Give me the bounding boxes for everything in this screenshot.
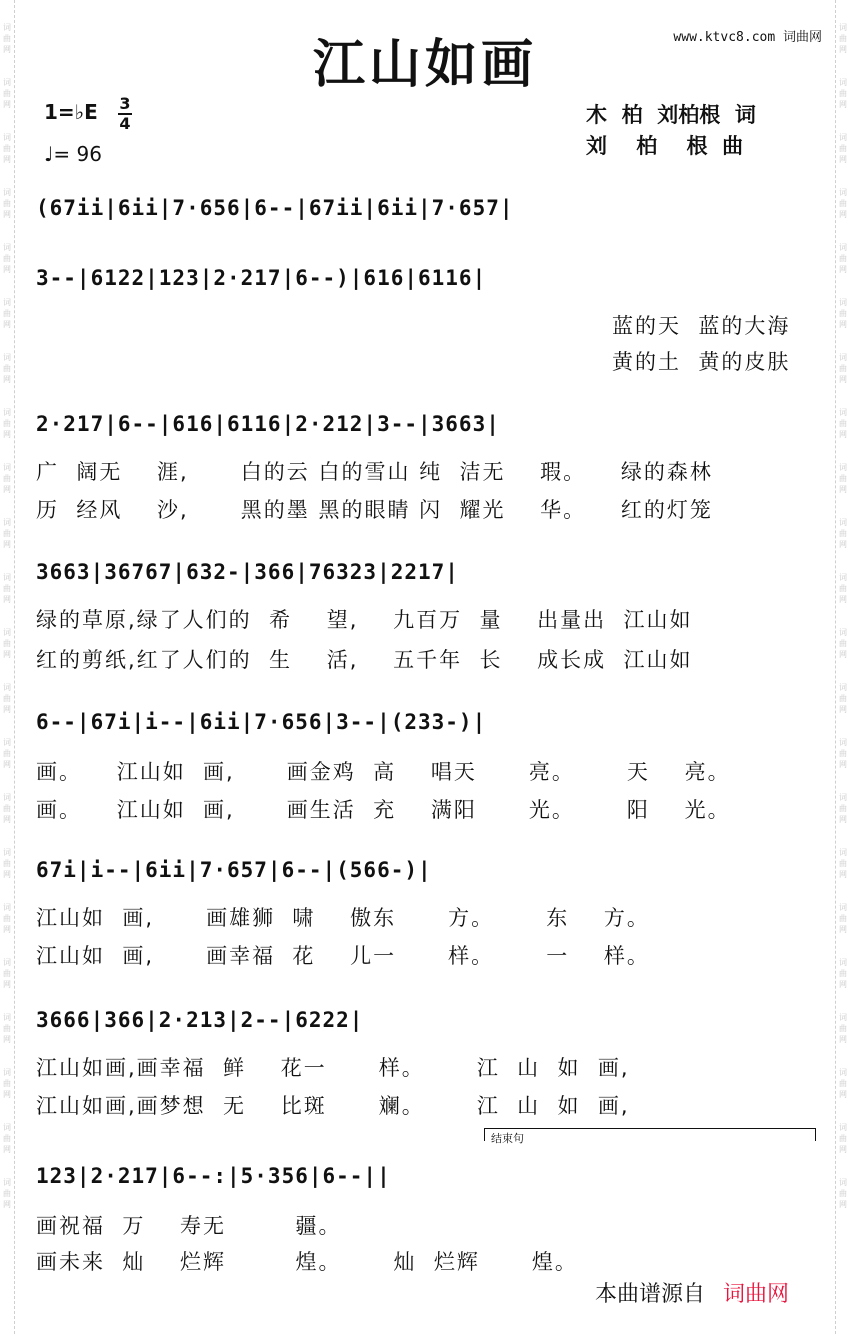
watermark-text: 词 曲 网 [839, 78, 847, 109]
watermark-text: 词 曲 网 [839, 243, 847, 274]
watermark-text: 词 曲 网 [839, 188, 847, 219]
watermark-text: 词 曲 网 [839, 573, 847, 604]
watermark-text: 词 曲 网 [3, 298, 11, 329]
watermark-text: 词 曲 网 [839, 298, 847, 329]
site-label: www.ktvc8.com 词曲网 [673, 30, 822, 45]
time-signature [118, 96, 132, 132]
notation-row-2: 3--|6122|123|2·217|6--)|616|6116| [36, 266, 487, 290]
watermark-text: 词 曲 网 [3, 1178, 11, 1209]
lyric-row-6-verse-1: 江山如 画, 画雄狮 啸 傲东 方。 东 方。 [36, 906, 650, 930]
lyric-row-7-verse-2: 江山如画,画梦想 无 比斑 斓。 江 山 如 画, [36, 1094, 630, 1118]
watermark-text: 词 曲 网 [3, 1068, 11, 1099]
lyric-row-3-verse-2: 历 经风 沙, 黑的墨 黑的眼睛 闪 耀光 华。 红的灯笼 [36, 498, 713, 522]
watermark-text: 词 曲 网 [839, 23, 847, 54]
watermark-text: 词 曲 网 [3, 1013, 11, 1044]
watermark-text: 词 曲 网 [839, 1178, 847, 1209]
watermark-text: 词 曲 网 [3, 408, 11, 439]
watermark-text: 词 曲 网 [839, 958, 847, 989]
ending-label: 结束句 [491, 1132, 524, 1145]
notation-row-4: 3663|36767|632-|366|76323|2217| [36, 560, 459, 584]
watermark-text: 词 曲 网 [839, 1068, 847, 1099]
notation-row-6: 67i|i--|6ii|7·657|6--|(566-)| [36, 858, 432, 882]
source-text: 本曲谱源自 [595, 1282, 706, 1307]
watermark-text: 词 曲 网 [839, 1123, 847, 1154]
watermark-text: 词 曲 网 [839, 133, 847, 164]
watermark-text: 词 曲 网 [839, 353, 847, 384]
lyric-row-8-verse-2: 画未来 灿 烂辉 煌。 灿 烂辉 煌。 [36, 1250, 578, 1274]
watermark-text: 词 曲 网 [3, 243, 11, 274]
lyric-row-2-verse-2: 黄的土 黄的皮肤 [612, 350, 791, 374]
watermark-text: 词 曲 网 [3, 573, 11, 604]
lyric-row-6-verse-2: 江山如 画, 画幸福 花 儿一 样。 一 样。 [36, 944, 650, 968]
lyric-row-8-verse-1: 画祝福 万 寿无 疆。 [36, 1214, 342, 1238]
tempo-mark: ♩= 96 [44, 142, 102, 166]
watermark-text: 词 曲 网 [839, 793, 847, 824]
watermark-text: 词 曲 网 [3, 188, 11, 219]
lyric-row-5-verse-2: 画。 江山如 画, 画生活 充 满阳 光。 阳 光。 [36, 798, 731, 822]
watermark-text: 词 曲 网 [3, 848, 11, 879]
watermark-text: 词 曲 网 [3, 738, 11, 769]
watermark-text: 词 曲 网 [3, 793, 11, 824]
source-brand[interactable]: 词曲网 [723, 1282, 790, 1307]
watermark-text: 词 曲 网 [839, 1013, 847, 1044]
watermark-text: 词 曲 网 [3, 628, 11, 659]
watermark-text: 词 曲 网 [3, 23, 11, 54]
watermark-text: 词 曲 网 [3, 463, 11, 494]
notation-row-8: 123|2·217|6--:|5·356|6--|| [36, 1164, 391, 1188]
lyric-row-2-verse-1: 蓝的天 蓝的大海 [612, 314, 791, 338]
lyric-row-5-verse-1: 画。 江山如 画, 画金鸡 高 唱天 亮。 天 亮。 [36, 760, 731, 784]
key-signature: 1=♭E [44, 100, 98, 124]
lyric-row-4-verse-2: 红的剪纸,红了人们的 生 活, 五千年 长 成长成 江山如 [36, 648, 693, 672]
watermark-text: 词 曲 网 [3, 683, 11, 714]
watermark-text: 词 曲 网 [3, 903, 11, 934]
watermark-text: 词 曲 网 [839, 463, 847, 494]
watermark-text: 词 曲 网 [839, 848, 847, 879]
notation-row-1: (67ii|6ii|7·656|6--|67ii|6ii|7·657| [36, 196, 514, 220]
ending-bracket [484, 1128, 816, 1145]
lyric-row-7-verse-1: 江山如画,画幸福 鲜 花一 样。 江 山 如 画, [36, 1056, 630, 1080]
watermark-text: 词 曲 网 [839, 738, 847, 769]
watermark-text: 词 曲 网 [839, 408, 847, 439]
meter-bottom: 4 [119, 114, 131, 133]
watermark-text: 词 曲 网 [839, 683, 847, 714]
watermark-text: 词 曲 网 [3, 78, 11, 109]
song-title: 江山如画 [312, 35, 537, 95]
watermark-text: 词 曲 网 [3, 518, 11, 549]
notation-row-3: 2·217|6--|616|6116|2·212|3--|3663| [36, 412, 500, 436]
watermark-text: 词 曲 网 [3, 1123, 11, 1154]
credits: 木 柏 刘柏根 词 刘 柏 根 曲 [586, 103, 756, 158]
watermark-text: 词 曲 网 [3, 133, 11, 164]
right-watermark-strip [835, 0, 850, 1334]
watermark-text: 词 曲 网 [839, 518, 847, 549]
lyric-row-3-verse-1: 广 阔无 涯, 白的云 白的雪山 纯 洁无 瑕。 绿的森林 [36, 460, 713, 484]
notation-row-5: 6--|67i|i--|6ii|7·656|3--|(233-)| [36, 710, 487, 734]
meter-top: 3 [119, 94, 131, 113]
watermark-text: 词 曲 网 [839, 628, 847, 659]
left-watermark-strip [0, 0, 15, 1334]
notation-row-7: 3666|366|2·213|2--|6222| [36, 1008, 364, 1032]
watermark-text: 词 曲 网 [839, 903, 847, 934]
watermark-text: 词 曲 网 [3, 353, 11, 384]
source-note [595, 1277, 789, 1308]
watermark-text: 词 曲 网 [3, 958, 11, 989]
lyric-row-4-verse-1: 绿的草原,绿了人们的 希 望, 九百万 量 出量出 江山如 [36, 608, 693, 632]
